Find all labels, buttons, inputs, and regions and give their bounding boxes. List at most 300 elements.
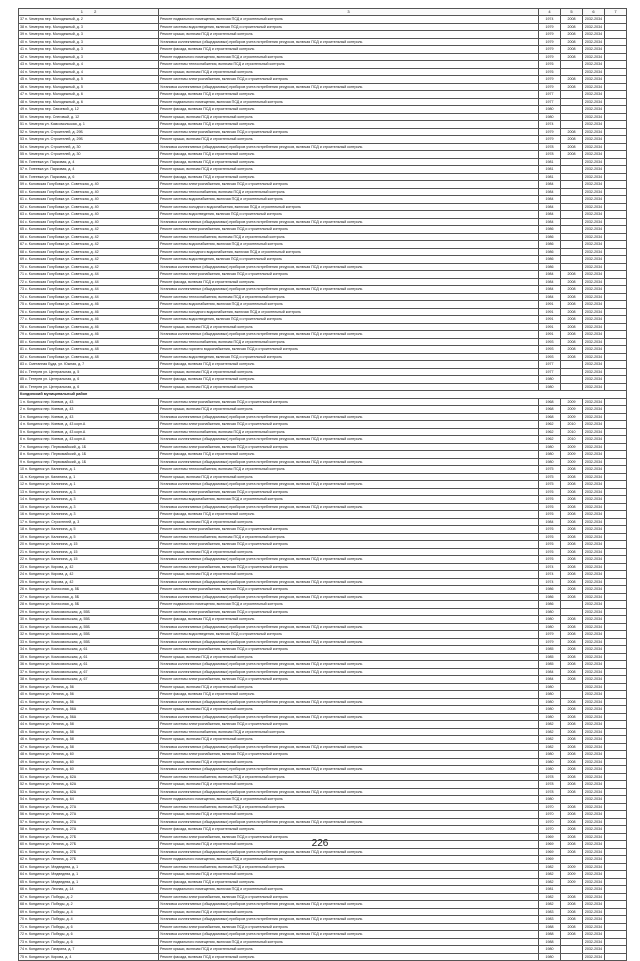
- last-repair-cell: 2008: [561, 743, 583, 751]
- year-built-cell: 1986: [539, 263, 561, 271]
- work-cell: Ремонт крыши, включая ПСД и строительный контроль: [159, 736, 539, 744]
- address-cell: 75 п. Кондинск ул. Кирова, д. 4: [19, 953, 159, 961]
- work-cell: Установка коллективных (общедомовых) приборов учета потребления ресурсов, включая ПСД и строительный контроль: [159, 743, 539, 751]
- last-repair-cell: 2009: [561, 443, 583, 451]
- period-cell: 2032-2034: [583, 886, 605, 894]
- table-row: [19, 586, 627, 594]
- period-cell: 2032-2034: [583, 893, 605, 901]
- address-cell: 85 с. Тетерев ул. Центральная, д. 6: [19, 376, 159, 384]
- extra-cell: [605, 938, 627, 946]
- year-built-cell: 1970: [539, 811, 561, 819]
- extra-cell: [605, 728, 627, 736]
- extra-cell: [605, 878, 627, 886]
- last-repair-cell: [561, 211, 583, 219]
- work-cell: Ремонт системы электроснабжения, включая ПСД и строительный контроль: [159, 181, 539, 189]
- work-cell: Ремонт системы электроснабжения, включая ПСД и строительный контроль: [159, 541, 539, 549]
- address-cell: 17 п. Кондинск ул. Строителей, д. 3: [19, 518, 159, 526]
- extra-cell: [605, 743, 627, 751]
- period-cell: 2032-2034: [583, 188, 605, 196]
- extra-cell: [605, 248, 627, 256]
- address-cell: 32 п. Кондинск ул. Комсомольская, д. 55Б: [19, 631, 159, 639]
- year-built-cell: 1969: [539, 833, 561, 841]
- work-cell: Ремонт системы электроснабжения, включая ПСД и строительный контроль: [159, 226, 539, 234]
- year-built-cell: 1981: [539, 173, 561, 181]
- extra-cell: [605, 166, 627, 174]
- extra-cell: [605, 653, 627, 661]
- work-cell: Ремонт системы электроснабжения, включая ПСД и строительный контроль: [159, 608, 539, 616]
- last-repair-cell: [561, 61, 583, 69]
- table-row: [19, 916, 627, 924]
- address-cell: 57 п. Кондинск ул. Ленина, д. 27А: [19, 818, 159, 826]
- extra-cell: [605, 481, 627, 489]
- year-built-cell: 1984: [539, 188, 561, 196]
- work-cell: Ремонт системы водоотведения, включая ПСД и строительный контроль: [159, 631, 539, 639]
- period-cell: 2032-2034: [583, 908, 605, 916]
- address-cell: 73 п. Кондинск ул. Победы, д. 6: [19, 938, 159, 946]
- year-built-cell: 1980: [539, 751, 561, 759]
- table-row: [19, 713, 627, 721]
- extra-cell: [605, 31, 627, 39]
- address-cell: 49 п. Чемерна пер. Связевой, д. 12: [19, 106, 159, 114]
- extra-cell: [605, 143, 627, 151]
- last-repair-cell: 2009: [561, 458, 583, 466]
- extra-cell: [605, 158, 627, 166]
- extra-cell: [605, 788, 627, 796]
- extra-cell: [605, 856, 627, 864]
- year-built-cell: 1986: [539, 248, 561, 256]
- table-row: [19, 218, 627, 226]
- period-cell: 2032-2034: [583, 856, 605, 864]
- year-built-cell: 1980: [539, 706, 561, 714]
- table-row: [19, 286, 627, 294]
- last-repair-cell: 2008: [561, 593, 583, 601]
- work-cell: Ремонт системы электроснабжения, включая ПСД и строительный контроль: [159, 586, 539, 594]
- table-row: [19, 166, 627, 174]
- last-repair-cell: 2008: [561, 346, 583, 354]
- last-repair-cell: 2008: [561, 773, 583, 781]
- period-cell: 2032-2034: [583, 158, 605, 166]
- last-repair-cell: 2008: [561, 496, 583, 504]
- year-built-cell: 1980: [539, 458, 561, 466]
- address-cell: 59 п. Кондинск ул. Ленина, д. 27Б: [19, 833, 159, 841]
- last-repair-cell: 2008: [561, 511, 583, 519]
- work-cell: Ремонт подвального помещения, включая ПСД и строительный контроль: [159, 601, 539, 609]
- table-row: [19, 331, 627, 339]
- address-cell: 37 п. Кондинск ул. Комсомольская, д. 67: [19, 668, 159, 676]
- year-built-cell: 1982: [539, 878, 561, 886]
- last-repair-cell: 2008: [561, 901, 583, 909]
- table-row: [19, 241, 627, 249]
- extra-cell: [605, 278, 627, 286]
- extra-cell: [605, 736, 627, 744]
- year-built-cell: 1984: [539, 278, 561, 286]
- period-cell: 2032-2034: [583, 248, 605, 256]
- work-cell: Установка коллективных (общедомовых) приборов учета потребления ресурсов, включая ПСД и строительный контроль: [159, 668, 539, 676]
- section-title: Кондинский муниципальный район: [19, 391, 627, 399]
- period-cell: 2032-2034: [583, 473, 605, 481]
- year-built-cell: 1979: [539, 128, 561, 136]
- work-cell: Ремонт крыши, включая ПСД и строительный контроль: [159, 781, 539, 789]
- address-cell: 25 п. Кондинск ул. Кирова, д. 42: [19, 578, 159, 586]
- table-row: [19, 751, 627, 759]
- address-cell: 53 п. Чемерна ул. Строителей, д. 29Б: [19, 136, 159, 144]
- table-body: [19, 16, 627, 961]
- table-row: [19, 578, 627, 586]
- address-cell: 59 с. Коловская Голубовка ул. Советская, д. 40: [19, 181, 159, 189]
- address-cell: 22 п. Кондинск ул. Калинина, д. 15: [19, 556, 159, 564]
- year-built-cell: 1982: [539, 901, 561, 909]
- period-cell: 2032-2034: [583, 668, 605, 676]
- period-cell: 2032-2034: [583, 166, 605, 174]
- period-cell: 2032-2034: [583, 871, 605, 879]
- last-repair-cell: [561, 608, 583, 616]
- extra-cell: [605, 128, 627, 136]
- year-built-cell: 1979: [539, 38, 561, 46]
- year-built-cell: 1984: [539, 196, 561, 204]
- period-cell: 2032-2034: [583, 713, 605, 721]
- period-cell: 2032-2034: [583, 938, 605, 946]
- address-cell: 28 п. Кондинск ул. Колхозная, д. 5Б: [19, 601, 159, 609]
- extra-cell: [605, 503, 627, 511]
- address-cell: 62 с. Коловская Голубовка ул. Советская, д. 40: [19, 203, 159, 211]
- last-repair-cell: 2008: [561, 76, 583, 84]
- address-cell: 26 п. Кондинск ул. Колхозная, д. 5Б: [19, 586, 159, 594]
- table-row: [19, 248, 627, 256]
- work-cell: Ремонт системы электроснабжения, включая ПСД и строительный контроль: [159, 893, 539, 901]
- address-cell: 58 п. Кондинск ул. Ленина, д. 27А: [19, 826, 159, 834]
- address-cell: 30 п. Кондинск ул. Комсомольская, д. 55Б: [19, 616, 159, 624]
- period-cell: 2032-2034: [583, 916, 605, 924]
- last-repair-cell: 2009: [561, 406, 583, 414]
- period-cell: 2032-2034: [583, 878, 605, 886]
- work-cell: Ремонт фасада, включая ПСД и строительный контроль: [159, 878, 539, 886]
- work-cell: Ремонт фасада, включая ПСД и строительный контроль: [159, 121, 539, 129]
- extra-cell: [605, 338, 627, 346]
- year-built-cell: 1962: [539, 436, 561, 444]
- year-built-cell: 1976: [539, 68, 561, 76]
- year-built-cell: 1976: [539, 511, 561, 519]
- address-cell: 84 с. Тетерев ул. Центральная, д. 5: [19, 368, 159, 376]
- address-cell: 49 п. Кондинск ул. Ленина, д. 60: [19, 758, 159, 766]
- extra-cell: [605, 76, 627, 84]
- address-cell: 80 с. Коловская Голубовка ул. Советская, д. 48: [19, 338, 159, 346]
- year-built-cell: 1985: [539, 646, 561, 654]
- last-repair-cell: 2008: [561, 308, 583, 316]
- period-cell: 2032-2034: [583, 91, 605, 99]
- table-row: [19, 83, 627, 91]
- address-cell: 67 с. Коловская Голубовка ул. Советская, д. 42: [19, 241, 159, 249]
- year-built-cell: 1985: [539, 661, 561, 669]
- address-cell: 61 с. Коловская Голубовка ул. Советская, д. 40: [19, 196, 159, 204]
- period-cell: 2032-2034: [583, 368, 605, 376]
- extra-cell: [605, 308, 627, 316]
- extra-cell: [605, 113, 627, 121]
- period-cell: 2032-2034: [583, 113, 605, 121]
- last-repair-cell: 2010: [561, 436, 583, 444]
- address-cell: 50 п. Чемерна пер. Снеговый, д. 12: [19, 113, 159, 121]
- work-cell: Ремонт фасада, включая ПСД и строительный контроль: [159, 451, 539, 459]
- work-cell: Ремонт крыши, включая ПСД и строительный контроль: [159, 653, 539, 661]
- last-repair-cell: [561, 241, 583, 249]
- table-row: [19, 61, 627, 69]
- year-built-cell: 1978: [539, 788, 561, 796]
- extra-cell: [605, 466, 627, 474]
- last-repair-cell: 2008: [561, 293, 583, 301]
- header-label-1: 1: [80, 9, 83, 14]
- year-built-cell: 1976: [539, 496, 561, 504]
- work-cell: Ремонт фасада, включая ПСД и строительный контроль: [159, 278, 539, 286]
- last-repair-cell: 2008: [561, 518, 583, 526]
- last-repair-cell: 2008: [561, 653, 583, 661]
- last-repair-cell: 2008: [561, 833, 583, 841]
- year-built-cell: 1969: [539, 841, 561, 849]
- extra-cell: [605, 863, 627, 871]
- table-row: [19, 856, 627, 864]
- last-repair-cell: 2009: [561, 413, 583, 421]
- last-repair-cell: 2008: [561, 556, 583, 564]
- address-cell: 52 п. Кондинск ул. Ленина, д. 62А: [19, 781, 159, 789]
- work-cell: Ремонт крыши, включая ПСД и строительный контроль: [159, 706, 539, 714]
- extra-cell: [605, 353, 627, 361]
- address-cell: 73 с. Коловская Голубовка ул. Советская, д. 44: [19, 286, 159, 294]
- year-built-cell: 1974: [539, 571, 561, 579]
- address-cell: 69 п. Кондинск ул. Победы, д. 4: [19, 908, 159, 916]
- last-repair-cell: [561, 196, 583, 204]
- period-cell: 2032-2034: [583, 323, 605, 331]
- year-built-cell: 1988: [539, 938, 561, 946]
- last-repair-cell: [561, 113, 583, 121]
- last-repair-cell: [561, 68, 583, 76]
- extra-cell: [605, 458, 627, 466]
- table-row: [19, 398, 627, 406]
- last-repair-cell: 2008: [561, 83, 583, 91]
- period-cell: 2032-2034: [583, 38, 605, 46]
- year-built-cell: 1979: [539, 53, 561, 61]
- period-cell: 2032-2034: [583, 376, 605, 384]
- last-repair-cell: 2010: [561, 421, 583, 429]
- year-built-cell: 1979: [539, 136, 561, 144]
- table-row: [19, 518, 627, 526]
- address-cell: 36 п. Кондинск ул. Комсомольская, д. 61: [19, 661, 159, 669]
- extra-cell: [605, 173, 627, 181]
- work-cell: Ремонт системы электроснабжения, включая ПСД и строительный контроль: [159, 128, 539, 136]
- period-cell: 2032-2034: [583, 923, 605, 931]
- year-built-cell: 1979: [539, 46, 561, 54]
- period-cell: 2032-2034: [583, 571, 605, 579]
- work-cell: Ремонт фасада, включая ПСД и строительный контроль: [159, 106, 539, 114]
- table-row: [19, 811, 627, 819]
- year-built-cell: 1976: [539, 488, 561, 496]
- extra-cell: [605, 301, 627, 309]
- period-cell: 2032-2034: [583, 293, 605, 301]
- last-repair-cell: 2008: [561, 713, 583, 721]
- table-row: [19, 226, 627, 234]
- address-cell: 83 с. Сметанная Буда, ул. Южная, д. 7: [19, 361, 159, 369]
- table-row: [19, 466, 627, 474]
- extra-cell: [605, 38, 627, 46]
- period-cell: 2032-2034: [583, 728, 605, 736]
- table-row: [19, 923, 627, 931]
- year-built-cell: 1980: [539, 383, 561, 391]
- table-row: [19, 908, 627, 916]
- last-repair-cell: 2009: [561, 451, 583, 459]
- last-repair-cell: [561, 691, 583, 699]
- extra-cell: [605, 931, 627, 939]
- last-repair-cell: 2009: [561, 863, 583, 871]
- period-cell: 2032-2034: [583, 76, 605, 84]
- last-repair-cell: 2008: [561, 526, 583, 534]
- extra-cell: [605, 406, 627, 414]
- address-cell: 16 п. Кондинск ул. Калинина, д. 3: [19, 511, 159, 519]
- address-cell: 42 п. Чемерна пер. Молодежный, д. 3: [19, 53, 159, 61]
- extra-cell: [605, 331, 627, 339]
- table-row: [19, 766, 627, 774]
- address-cell: 68 п. Кондинск ул. Победы, д. 2: [19, 901, 159, 909]
- period-cell: 2032-2034: [583, 638, 605, 646]
- address-cell: 54 п. Кондинск ул. Ленина, д. 64: [19, 796, 159, 804]
- work-cell: Ремонт системы водоснабжения, включая ПСД и строительный контроль: [159, 496, 539, 504]
- year-built-cell: 1970: [539, 803, 561, 811]
- last-repair-cell: [561, 256, 583, 264]
- work-cell: Ремонт крыши, включая ПСД и строительный контроль: [159, 166, 539, 174]
- extra-cell: [605, 638, 627, 646]
- address-cell: 78 с. Коловская Голубовка ул. Советская, д. 46: [19, 323, 159, 331]
- extra-cell: [605, 16, 627, 24]
- period-cell: 2032-2034: [583, 953, 605, 961]
- address-cell: 68 с. Коловская Голубовка ул. Советская, д. 42: [19, 248, 159, 256]
- address-cell: 50 п. Кондинск ул. Ленина, д. 60: [19, 766, 159, 774]
- period-cell: 2032-2034: [583, 361, 605, 369]
- year-built-cell: 1974: [539, 16, 561, 24]
- period-cell: 2032-2034: [583, 301, 605, 309]
- last-repair-cell: 2008: [561, 503, 583, 511]
- header-cell-6: 6: [583, 9, 605, 16]
- extra-cell: [605, 916, 627, 924]
- period-cell: 2032-2034: [583, 623, 605, 631]
- table-row: [19, 571, 627, 579]
- table-row: [19, 383, 627, 391]
- year-built-cell: 1978: [539, 773, 561, 781]
- last-repair-cell: [561, 188, 583, 196]
- work-cell: Установка коллективных (общедомовых) приборов учета потребления ресурсов, включая ПСД и строительный контроль: [159, 286, 539, 294]
- work-cell: Ремонт системы теплоснабжения, включая ПСД и строительный контроль: [159, 863, 539, 871]
- extra-cell: [605, 136, 627, 144]
- table-row: [19, 863, 627, 871]
- table-row: [19, 728, 627, 736]
- year-built-cell: 1974: [539, 121, 561, 129]
- last-repair-cell: 2008: [561, 848, 583, 856]
- year-built-cell: 1980: [539, 451, 561, 459]
- year-built-cell: 1985: [539, 653, 561, 661]
- table-row: [19, 803, 627, 811]
- table-row: [19, 436, 627, 444]
- last-repair-cell: [561, 106, 583, 114]
- extra-cell: [605, 803, 627, 811]
- extra-cell: [605, 23, 627, 31]
- table-row: [19, 136, 627, 144]
- address-cell: 81 с. Коловская Голубовка ул. Советская, д. 48: [19, 346, 159, 354]
- extra-cell: [605, 541, 627, 549]
- extra-cell: [605, 323, 627, 331]
- extra-cell: [605, 511, 627, 519]
- table-row: [19, 76, 627, 84]
- extra-cell: [605, 368, 627, 376]
- table-row: [19, 376, 627, 384]
- address-cell: 69 с. Коловская Голубовка ул. Советская, д. 42: [19, 256, 159, 264]
- table-row: [19, 871, 627, 879]
- last-repair-cell: [561, 91, 583, 99]
- period-cell: 2032-2034: [583, 353, 605, 361]
- table-row: [19, 293, 627, 301]
- period-cell: 2032-2034: [583, 758, 605, 766]
- table-row: [19, 128, 627, 136]
- work-cell: Ремонт подвального помещения, включая ПСД и строительный контроль: [159, 856, 539, 864]
- address-cell: 46 п. Чемерна пер. Молодежный, д. 5: [19, 83, 159, 91]
- extra-cell: [605, 548, 627, 556]
- extra-cell: [605, 713, 627, 721]
- work-cell: Ремонт системы теплоснабжения, включая ПСД и строительный контроль: [159, 233, 539, 241]
- last-repair-cell: [561, 796, 583, 804]
- table-row: [19, 901, 627, 909]
- address-cell: 24 п. Кондинск ул. Кирова, д. 42: [19, 571, 159, 579]
- period-cell: 2032-2034: [583, 53, 605, 61]
- extra-cell: [605, 211, 627, 219]
- extra-cell: [605, 946, 627, 954]
- extra-cell: [605, 781, 627, 789]
- table-row: [19, 338, 627, 346]
- period-cell: 2032-2034: [583, 241, 605, 249]
- last-repair-cell: [561, 203, 583, 211]
- work-cell: Установка коллективных (общедомовых) приборов учета потребления ресурсов, включая ПСД и строительный контроль: [159, 331, 539, 339]
- extra-cell: [605, 563, 627, 571]
- period-cell: 2032-2034: [583, 466, 605, 474]
- last-repair-cell: 2008: [561, 758, 583, 766]
- last-repair-cell: 2008: [561, 23, 583, 31]
- table-row: [19, 653, 627, 661]
- year-built-cell: 1984: [539, 676, 561, 684]
- address-cell: 65 п. Кондинск ул. Медведева, д. 1: [19, 878, 159, 886]
- year-built-cell: 1984: [539, 271, 561, 279]
- address-cell: 11 п. Кондинск ул. Калинина, д. 1: [19, 473, 159, 481]
- work-cell: Ремонт крыши, включая ПСД и строительный контроль: [159, 946, 539, 954]
- extra-cell: [605, 293, 627, 301]
- extra-cell: [605, 121, 627, 129]
- last-repair-cell: 2008: [561, 916, 583, 924]
- last-repair-cell: 2008: [561, 16, 583, 24]
- address-cell: 72 п. Кондинск ул. Победы, д. 6: [19, 931, 159, 939]
- last-repair-cell: 2008: [561, 586, 583, 594]
- extra-cell: [605, 196, 627, 204]
- address-cell: 3 п. Кондинск пер. Киевов, д. 43: [19, 413, 159, 421]
- year-built-cell: 1979: [539, 76, 561, 84]
- table-row: [19, 31, 627, 39]
- last-repair-cell: [561, 218, 583, 226]
- address-cell: 9 п. Кондинск пер. Первомайский, д. 1Б: [19, 458, 159, 466]
- last-repair-cell: [561, 173, 583, 181]
- address-cell: 15 п. Кондинск ул. Калинина, д. 3: [19, 503, 159, 511]
- last-repair-cell: [561, 233, 583, 241]
- table-row: [19, 893, 627, 901]
- work-cell: Ремонт системы электроснабжения, включая ПСД и строительный контроль: [159, 488, 539, 496]
- last-repair-cell: 2008: [561, 338, 583, 346]
- last-repair-cell: [561, 601, 583, 609]
- address-cell: 44 п. Чемерна пер. Молодежный, д. 4: [19, 68, 159, 76]
- period-cell: 2032-2034: [583, 23, 605, 31]
- address-cell: 19 п. Кондинск ул. Калинина, д. 5: [19, 533, 159, 541]
- year-built-cell: 1978: [539, 151, 561, 159]
- table-row: [19, 121, 627, 129]
- extra-cell: [605, 593, 627, 601]
